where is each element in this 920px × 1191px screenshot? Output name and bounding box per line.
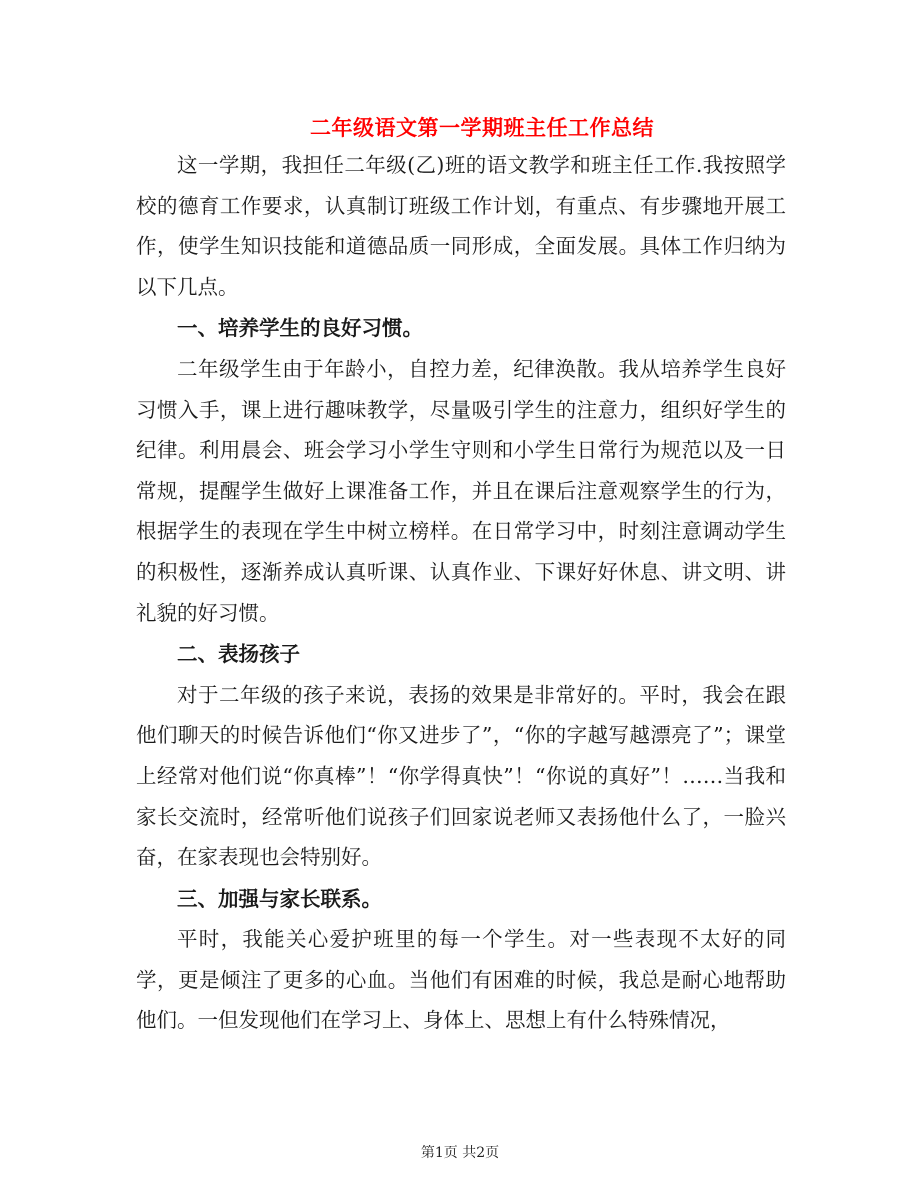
document-body bbox=[136, 145, 786, 1041]
section-heading-2: 二、表扬孩子 bbox=[177, 642, 300, 667]
section-heading-1: 一、培养学生的良好习惯。 bbox=[177, 316, 423, 341]
section-body-1: 二年级学生由于年龄小，自控力差，纪律涣散。我从培养学生良好习惯入手，课上进行趣味教学，尽量吸引学生的注意力，组织好学生的纪律。利用晨会、班会学习小学生守则和小学生日常行为规范以及一日常规，提醒学生做好上课准备工作，并且在课后注意观察学生的行为，根据学生的表现在学生中树立榜样。在日常学习中，时刻注意调动学生的积极性，逐渐养成认真听课、认真作业、下课好好休息、讲文明、讲礼貌的好习惯。 bbox=[136, 356, 786, 625]
intro-paragraph: 这一学期，我担任二年级(乙)班的语文教学和班主任工作.我按照学校的德育工作要求，认真制订班级工作计划，有重点、有步骤地开展工作，使学生知识技能和道德品质一同形成，全面发展。具体工作归纳为以下几点。 bbox=[136, 153, 786, 299]
section-heading-3: 三、加强与家长联系。 bbox=[177, 886, 382, 911]
section-body-3: 平时，我能关心爱护班里的每一个学生。对一些表现不太好的同学，更是倾注了更多的心血。当他们有困难的时候，我总是耐心地帮助他们。一但发现他们在学习上、身体上、思想上有什么特殊情况， bbox=[136, 927, 786, 1033]
section-body-2: 对于二年级的孩子来说，表扬的效果是非常好的。平时，我会在跟他们聊天的时候告诉他们“你又进步了”，“你的字越写越漂亮了”；课堂上经常对他们说“你真棒”！“你学得真快”！“你说的真好”！……当我和家长交流时，经常听他们说孩子们回家说老师又表扬他什么了，一脸兴奋，在家表现也会特别好。 bbox=[136, 682, 786, 870]
document-title: 二年级语文第一学期班主任工作总结 bbox=[310, 115, 654, 140]
page-footer: 第1页 共2页 bbox=[420, 1145, 500, 1161]
